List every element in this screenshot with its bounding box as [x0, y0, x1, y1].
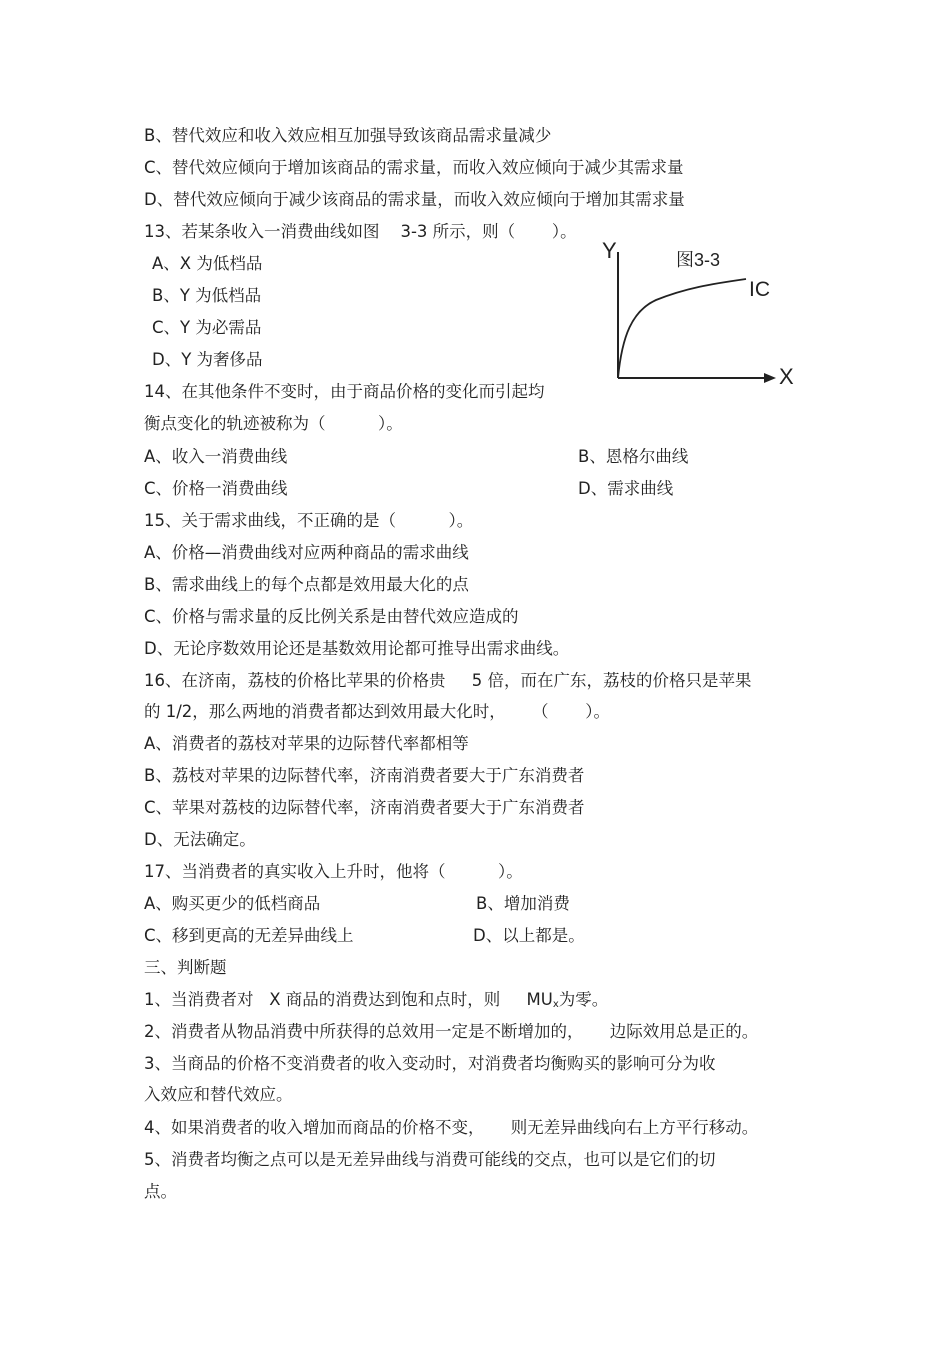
- q14-option-b: B、恩格尔曲线: [578, 447, 689, 466]
- q15-option-c: C、价格与需求量的反比例关系是由替代效应造成的: [144, 607, 519, 626]
- q14-option-d: D、需求曲线: [578, 479, 674, 498]
- judge-4: 4、如果消费者的收入增加而商品的价格不变， 则无差异曲线向右上方平行移动。: [144, 1118, 759, 1137]
- y-axis-label: Y: [602, 238, 617, 263]
- judge-3-line1: 3、当商品的价格不变消费者的收入变动时，对消费者均衡购买的影响可分为收: [144, 1054, 716, 1073]
- judge-1-pre: 1、当消费者对 X 商品的消费达到饱和点时，则 MU: [144, 990, 553, 1009]
- judge-1-subscript: x: [552, 999, 559, 1010]
- q14-option-a: A、收入一消费曲线: [144, 447, 288, 466]
- figure-3-3: [596, 236, 806, 390]
- q17-stem: 17、当消费者的真实收入上升时，他将（ ）。: [144, 862, 523, 881]
- q16-stem-line2: 的 1/2，那么两地的消费者都达到效用最大化时， （ ）。: [144, 702, 610, 721]
- q13-option-b: B、Y 为低档品: [152, 286, 262, 305]
- q15-option-b: B、需求曲线上的每个点都是效用最大化的点: [144, 575, 469, 594]
- section3-title: 三、判断题: [144, 958, 227, 977]
- judge-1-post: 为零。: [558, 990, 609, 1009]
- judge-2: 2、消费者从物品消费中所获得的总效用一定是不断增加的， 边际效用总是正的。: [144, 1022, 759, 1041]
- q17-option-c: C、移到更高的无差异曲线上: [144, 926, 354, 945]
- x-axis-label: X: [779, 364, 794, 389]
- q12-option-c: C、替代效应倾向于增加该商品的需求量，而收入效应倾向于减少其需求量: [144, 158, 684, 177]
- q14-stem-line2: 衡点变化的轨迹被称为（ ）。: [144, 414, 403, 433]
- q13-option-d: D、Y 为奢侈品: [152, 350, 263, 369]
- judge-3-line2: 入效应和替代效应。: [144, 1085, 293, 1104]
- q16-option-d: D、无法确定。: [144, 830, 256, 849]
- judge-5-line1: 5、消费者均衡之点可以是无差异曲线与消费可能线的交点，也可以是它们的切: [144, 1150, 716, 1169]
- q15-option-d: D、无论序数效用论还是基数效用论都可推导出需求曲线。: [144, 639, 570, 658]
- q12-option-d: D、替代效应倾向于减少该商品的需求量，而收入效应倾向于增加其需求量: [144, 190, 685, 209]
- judge-1: [144, 990, 608, 1013]
- q17-option-a: A、购买更少的低档商品: [144, 894, 321, 913]
- ic-curve: [618, 279, 746, 378]
- q17-option-b: B、增加消费: [476, 894, 570, 913]
- q12-option-b: B、替代效应和收入效应相互加强导致该商品需求量减少: [144, 126, 552, 145]
- q16-stem-line1: 16、在济南，荔枝的价格比苹果的价格贵 5 倍，而在广东，荔枝的价格只是苹果: [144, 671, 752, 690]
- q15-stem: 15、关于需求曲线，不正确的是（ ）。: [144, 511, 474, 530]
- curve-label: IC: [749, 278, 770, 301]
- q14-option-c: C、价格一消费曲线: [144, 479, 288, 498]
- q16-option-c: C、苹果对荔枝的边际替代率，济南消费者要大于广东消费者: [144, 798, 585, 817]
- q16-option-b: B、荔枝对苹果的边际替代率，济南消费者要大于广东消费者: [144, 766, 585, 785]
- q13-option-a: A、X 为低档品: [152, 254, 263, 273]
- q13-stem: 13、若某条收入一消费曲线如图 3-3 所示，则（ ）。: [144, 222, 577, 241]
- q13-option-c: C、Y 为必需品: [152, 318, 262, 337]
- x-axis-arrow: [764, 373, 776, 383]
- judge-5-line2: 点。: [144, 1182, 177, 1201]
- q17-option-d: D、以上都是。: [473, 926, 585, 945]
- q16-option-a: A、消费者的荔枝对苹果的边际替代率都相等: [144, 734, 469, 753]
- q15-option-a: A、价格—消费曲线对应两种商品的需求曲线: [144, 543, 469, 562]
- q14-stem-line1: 14、在其他条件不变时，由于商品价格的变化而引起均: [144, 382, 545, 401]
- figure-caption: 图3-3: [676, 250, 721, 270]
